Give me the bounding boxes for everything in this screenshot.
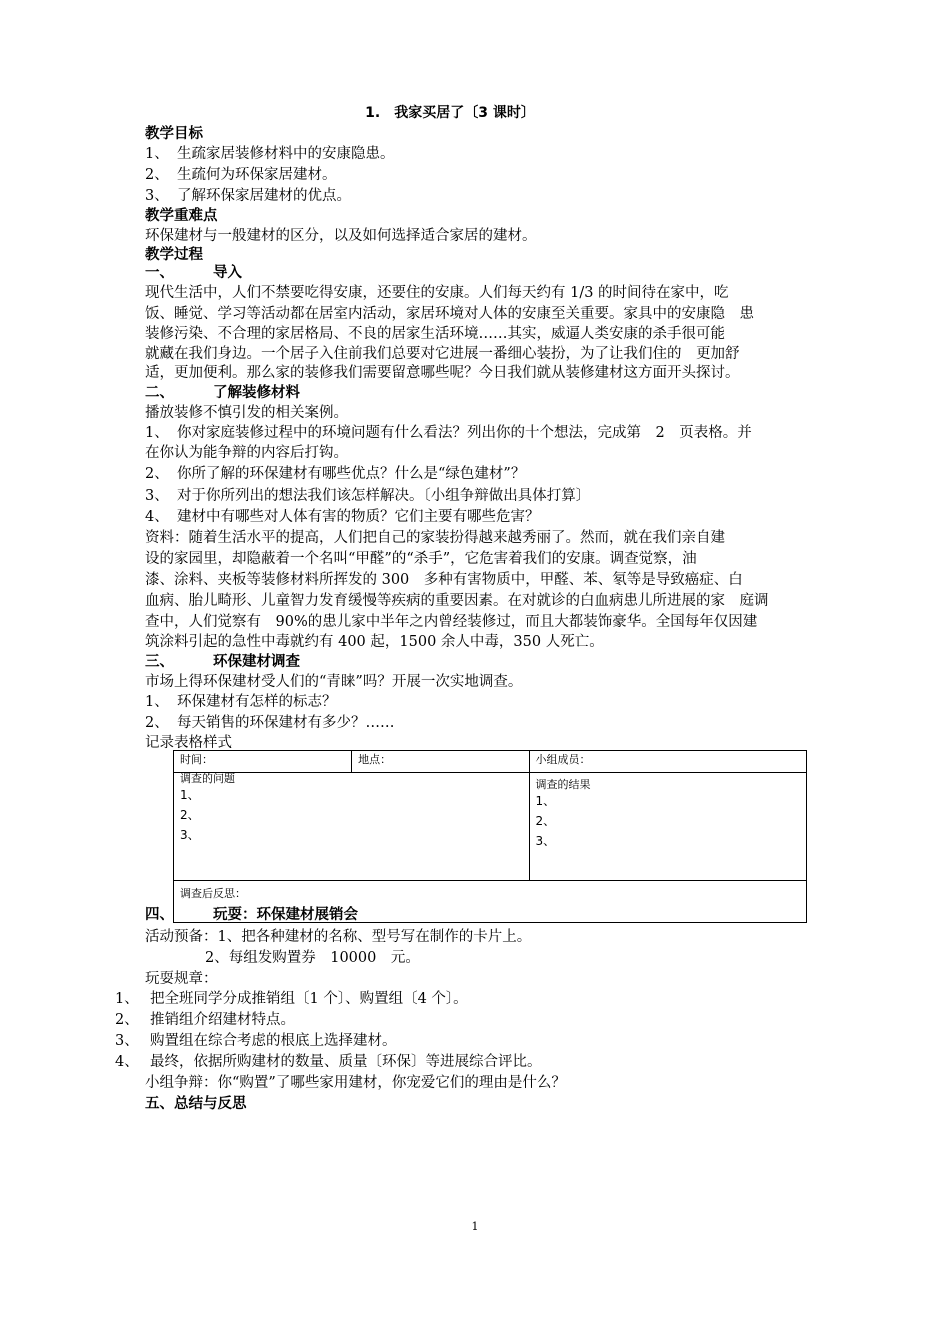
list-item: 2、 每天销售的环保建材有多少？…… [145,715,395,731]
list-item: 1、 把全班同学分成推销组〔1 个〕、购置组〔4 个〕。 [115,991,468,1007]
section-heading: 一、 导入 [145,265,242,281]
paragraph-line: 现代生活中，人们不禁要吃得安康，还要住的安康。人们每天约有 1/3 的时间待在家中，吃 [145,285,729,301]
list-item: 2、 [535,814,556,828]
list-item: 1、 环保建材有怎样的标志？ [145,694,337,710]
prep-line: 活动预备：1、把各种建材的名称、型号写在制作的卡片上。 [145,929,532,945]
paragraph-line: 装修污染、不合理的家居格局、不良的居家生活环境……其实，威逼人类安康的杀手很可能 [145,326,725,342]
list-item: 3、 [535,834,556,848]
paragraph-line: 漆、涂料、夹板等装修材料所挥发的 300 多种有害物质中，甲醛、苯、氡等是导致癌症、白 [145,572,743,588]
questions-label: 调查的问题 [180,772,235,785]
list-item: 1、 [535,794,556,808]
list-item: 4、 建材中有哪些对人体有害的物质？它们主要有哪些危害？ [145,509,540,525]
paragraph-line: 筑涂料引起的急性中毒就约有 400 起，1500 余人中毒，350 人死亡。 [145,634,604,650]
key-points-text: 环保建材与一般建材的区分，以及如何选择适合家居的建材。 [145,228,537,244]
prep-line: 2、每组发购置券 10000 元。 [205,950,420,966]
list-item: 2、 生疏何为环保家居建材。 [145,167,337,183]
record-table [173,750,807,923]
table-cell-reflection: 调查后反思： [174,881,807,923]
results-label: 调查的结果 [535,778,591,791]
paragraph-line: 资料：随着生活水平的提高，人们把自己的家装扮得越来越秀丽了。然而，就在我们亲自建 [145,530,725,546]
paragraph-line: 血病、胎儿畸形、儿童智力发育缓慢等疾病的重要因素。在对就诊的白血病患儿所进展的家 庭调 [145,593,769,609]
page-title: 1. 我家买居了〔3 课时〕 [365,105,535,121]
list-item: 3、 购置组在综合考虑的根底上选择建材。 [115,1033,397,1049]
paragraph-line: 就藏在我们身边。一个居子入住前我们总要对它进展一番细心装扮，为了让我们住的 更加舒 [145,346,740,362]
table-cell-results [529,773,806,881]
list-item: 1、 生疏家居装修材料中的安康隐患。 [145,146,395,162]
section-heading: 四、 玩耍：环保建材展销会 [145,907,358,923]
rules-heading: 玩耍规章： [145,971,218,987]
objectives-heading: 教学目标 [145,126,203,142]
list-item: 3、 了解环保家居建材的优点。 [145,188,351,204]
table-caption: 记录表格样式 [145,735,232,751]
list-item: 2、 推销组介绍建材特点。 [115,1012,295,1028]
paragraph-line: 查中，人们觉察有 90%的患儿家中半年之内曾经装修过，而且大都装饰豪华。全国每年仅因建 [145,614,758,630]
key-points-heading: 教学重难点 [145,208,218,224]
section-intro: 市场上得环保建材受人们的“青睐”吗？开展一次实地调查。 [145,674,523,690]
section-heading: 五、总结与反思 [145,1096,247,1112]
list-item: 4、 最终，依据所购建材的数量、质量〔环保〕等进展综合评比。 [115,1054,542,1070]
table-cell-place: 地点： [352,751,529,773]
list-item: 1、 [180,788,200,802]
table-cell-members: 小组成员： [529,751,806,773]
discussion-line: 小组争辩：你“购置”了哪些家用建材，你宠爱它们的理由是什么？ [145,1075,566,1091]
section-intro: 播放装修不慎引发的相关案例。 [145,405,348,421]
table-cell-time: 时间： [174,751,352,773]
process-heading: 教学过程 [145,247,203,263]
section-heading: 二、 了解装修材料 [145,385,300,401]
list-item: 3、 对于你所列出的想法我们该怎样解决。〔小组争辩做出具体打算〕 [145,488,591,504]
list-item: 1、 你对家庭装修过程中的环境问题有什么看法？列出你的十个想法，完成第 2 页表格。并 [145,425,752,441]
paragraph-line: 设的家园里，却隐蔽着一个名叫“甲醛”的“杀手”，它危害着我们的安康。调查觉察，油 [145,551,697,567]
section-heading: 三、 环保建材调查 [145,654,300,670]
paragraph-line: 适，更加便利。那么家的装修我们需要留意哪些呢？今日我们就从装修建材这方面开头探讨。 [145,365,740,381]
table-cell-questions [174,773,530,881]
list-item: 3、 [180,828,200,842]
list-item: 2、 你所了解的环保建材有哪些优点？什么是“绿色建材”？ [145,466,526,482]
page-number: 1 [471,1220,479,1233]
list-item: 2、 [180,808,200,822]
paragraph-line: 饭、睡觉、学习等活动都在居室内活动，家居环境对人体的安康至关重要。家具中的安康隐 患 [145,306,754,322]
list-item: 在你认为能争辩的内容后打钩。 [145,445,348,461]
